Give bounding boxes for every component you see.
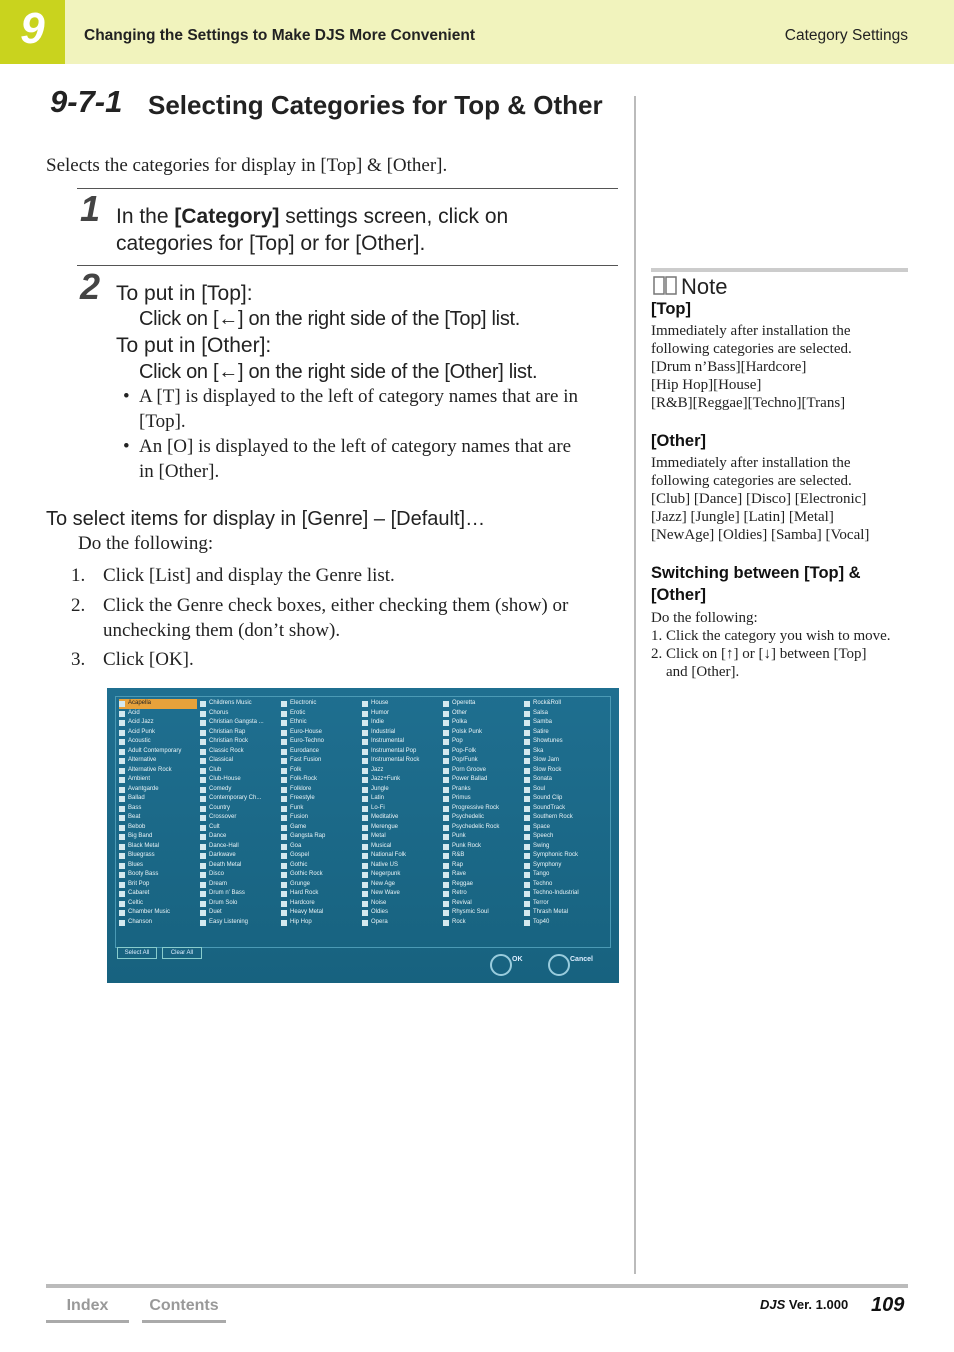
genre-checkbox[interactable]: Meditative xyxy=(362,813,440,823)
clear-all-button[interactable]: Clear All xyxy=(162,947,202,959)
genre-checkbox[interactable]: Rhysmic Soul xyxy=(443,908,521,918)
genre-checkbox[interactable]: Grunge xyxy=(281,880,359,890)
step-2-top-heading: To put in [Top]: xyxy=(116,282,253,305)
genre-checkbox[interactable]: Chamber Music xyxy=(119,908,197,918)
ok-button[interactable]: OK xyxy=(512,956,523,963)
index-link[interactable]: Index xyxy=(66,1297,109,1314)
bullet-1-line-1: A [T] is displayed to the left of category names that are in xyxy=(139,386,578,407)
note-title: Note xyxy=(681,274,728,299)
cancel-button[interactable]: Cancel xyxy=(570,956,593,963)
note-line: 1. Click the category you wish to move. xyxy=(651,628,891,644)
book-icon xyxy=(652,274,678,296)
note-line: [Hip Hop][House] xyxy=(651,377,762,393)
genre-checkbox[interactable]: Instrumental Pop xyxy=(362,747,440,757)
step-divider xyxy=(77,265,618,266)
index-underline xyxy=(46,1320,129,1323)
genre-checkbox[interactable]: Negerpunk xyxy=(362,870,440,880)
genre-checkbox[interactable]: Alternative Rock xyxy=(119,766,197,776)
genre-checkbox[interactable]: Blues xyxy=(119,861,197,871)
step-2-other-text: Click on [←] on the right side of the [Other] list. xyxy=(139,361,538,383)
genre-item-3: Click [OK]. xyxy=(103,649,194,670)
genre-checkbox[interactable]: Operetta xyxy=(443,699,521,709)
genre-checkbox[interactable]: R&B xyxy=(443,851,521,861)
note-line: [Drum n’Bass][Hardcore] xyxy=(651,359,807,375)
genre-checkbox[interactable]: SoundTrack xyxy=(524,804,602,814)
genre-checkbox[interactable]: Comedy xyxy=(200,785,278,795)
genre-checkbox[interactable]: Other xyxy=(443,709,521,719)
genre-checkbox[interactable]: Dance xyxy=(200,832,278,842)
genre-checkbox[interactable]: Lo-Fi xyxy=(362,804,440,814)
genre-checkbox[interactable]: Oldies xyxy=(362,908,440,918)
genre-checkbox[interactable]: Industrial xyxy=(362,728,440,738)
genre-checkbox[interactable]: Country xyxy=(200,804,278,814)
section-title: Selecting Categories for Top & Other xyxy=(148,90,603,120)
genre-checkbox[interactable]: Hardcore xyxy=(281,899,359,909)
genre-checkbox[interactable]: Progressive Rock xyxy=(443,804,521,814)
genre-checkbox[interactable]: Classical xyxy=(200,756,278,766)
genre-checkbox[interactable]: Drum Solo xyxy=(200,899,278,909)
genre-checkbox[interactable]: Celtic xyxy=(119,899,197,909)
genre-checkbox[interactable]: Chanson xyxy=(119,918,197,928)
genre-checkbox[interactable]: Satire xyxy=(524,728,602,738)
genre-checkbox[interactable]: Musical xyxy=(362,842,440,852)
step-1-line-1 xyxy=(116,203,508,230)
genre-checkbox[interactable]: Polsk Punk xyxy=(443,728,521,738)
genre-checkbox[interactable]: Easy Listening xyxy=(200,918,278,928)
version-number: Ver. 1.000 xyxy=(785,1297,849,1312)
note-bar xyxy=(651,268,908,272)
genre-checkbox[interactable]: Jungle xyxy=(362,785,440,795)
note-switch-text xyxy=(651,609,911,681)
note-line: and [Other]. xyxy=(651,664,740,680)
genre-checkbox[interactable]: Gothic xyxy=(281,861,359,871)
genre-checkbox[interactable]: Ska xyxy=(524,747,602,757)
version-label xyxy=(760,1297,848,1312)
genre-checkbox[interactable]: Brit Pop xyxy=(119,880,197,890)
genre-checkbox[interactable]: Polka xyxy=(443,718,521,728)
genre-checkbox[interactable]: Soul xyxy=(524,785,602,795)
bullet-2-line-1: An [O] is displayed to the left of category names that are xyxy=(139,436,572,457)
genre-item-2-number: 2. xyxy=(71,595,86,616)
genre-checkbox[interactable]: Drum n' Bass xyxy=(200,889,278,899)
genre-checkbox[interactable]: Jazz xyxy=(362,766,440,776)
genre-checkbox[interactable]: Christian Rock xyxy=(200,737,278,747)
bullet-dot: • xyxy=(123,386,130,407)
genre-checkbox[interactable]: Psychedelic Rock xyxy=(443,823,521,833)
genre-checkbox[interactable]: Eurodance xyxy=(281,747,359,757)
product-name: DJS xyxy=(760,1297,786,1312)
genre-item-2-cont: unchecking them (don’t show). xyxy=(103,620,341,641)
genre-checkbox[interactable]: Crossover xyxy=(200,813,278,823)
genre-checkbox[interactable]: Instrumental Rock xyxy=(362,756,440,766)
note-line: Immediately after installation the xyxy=(651,323,851,339)
note-top-heading: [Top] xyxy=(651,300,692,318)
genre-checkbox[interactable]: Rave xyxy=(443,870,521,880)
genre-checkbox[interactable]: Dream xyxy=(200,880,278,890)
genre-checkbox[interactable]: Disco xyxy=(200,870,278,880)
genre-checkbox[interactable]: Pop-Folk xyxy=(443,747,521,757)
genre-checkbox[interactable]: Slow Rock xyxy=(524,766,602,776)
contents-underline xyxy=(142,1320,226,1323)
genre-checkbox[interactable]: Space xyxy=(524,823,602,833)
genre-checkbox[interactable]: Cabaret xyxy=(119,889,197,899)
genre-checkbox[interactable]: Rock&Roll xyxy=(524,699,602,709)
chapter-tab xyxy=(0,0,65,64)
genre-item-3-number: 3. xyxy=(71,649,86,670)
note-line: [Club] [Dance] [Disco] [Electronic] xyxy=(651,491,867,507)
step-divider xyxy=(77,188,618,189)
ok-check-icon[interactable] xyxy=(490,954,512,976)
genre-checkbox[interactable]: Techno-Industrial xyxy=(524,889,602,899)
genre-checkbox[interactable]: Hip Hop xyxy=(281,918,359,928)
genre-checkbox[interactable]: Pop/Funk xyxy=(443,756,521,766)
genre-checkbox[interactable]: Merengue xyxy=(362,823,440,833)
note-switch-heading-2: [Other] xyxy=(651,586,706,604)
genre-checkbox[interactable]: Cult xyxy=(200,823,278,833)
note-line: Immediately after installation the xyxy=(651,455,851,471)
genre-column xyxy=(119,699,197,927)
genre-checkbox[interactable]: House xyxy=(362,699,440,709)
genre-checkbox[interactable]: Bluegrass xyxy=(119,851,197,861)
genre-checkbox[interactable]: Indie xyxy=(362,718,440,728)
genre-checkbox[interactable]: Gospel xyxy=(281,851,359,861)
genre-checkbox[interactable]: Symphonic Rock xyxy=(524,851,602,861)
note-other-text xyxy=(651,454,911,544)
genre-checkbox[interactable]: Bebob xyxy=(119,823,197,833)
header-title: Changing the Settings to Make DJS More Convenient xyxy=(84,27,475,44)
genre-checkbox[interactable]: Rock xyxy=(443,918,521,928)
genre-checkbox[interactable]: Adult Contemporary xyxy=(119,747,197,757)
genre-checkbox[interactable]: Swing xyxy=(524,842,602,852)
header-section: Category Settings xyxy=(784,27,908,44)
genre-checkbox[interactable]: Beat xyxy=(119,813,197,823)
genre-checkbox[interactable]: Bass xyxy=(119,804,197,814)
step-2-top-text: Click on [←] on the right side of the [Top] list. xyxy=(139,308,521,330)
genre-checkbox[interactable]: Retro xyxy=(443,889,521,899)
genre-checkbox[interactable]: Latin xyxy=(362,794,440,804)
step-1-bold: [Category] xyxy=(174,205,280,228)
genre-checkbox[interactable]: Death Metal xyxy=(200,861,278,871)
genre-checkbox[interactable]: Euro-House xyxy=(281,728,359,738)
genre-checkbox[interactable]: Power Ballad xyxy=(443,775,521,785)
note-other-heading: [Other] xyxy=(651,432,706,450)
genre-column xyxy=(200,699,278,927)
genre-checkbox[interactable]: Heavy Metal xyxy=(281,908,359,918)
genre-checkbox[interactable]: Hard Rock xyxy=(281,889,359,899)
genre-item-2: Click the Genre check boxes, either checking them (show) or xyxy=(103,595,569,616)
genre-checkbox[interactable]: Showtunes xyxy=(524,737,602,747)
genre-checkbox[interactable]: Duet xyxy=(200,908,278,918)
genre-column xyxy=(443,699,521,927)
genre-checkbox[interactable]: Metal xyxy=(362,832,440,842)
note-line: Do the following: xyxy=(651,610,758,626)
genre-checkbox[interactable]: Electronic xyxy=(281,699,359,709)
genre-checkbox[interactable]: Symphony xyxy=(524,861,602,871)
note-line: [NewAge] [Oldies] [Samba] [Vocal] xyxy=(651,527,870,543)
genre-checkbox[interactable]: Darkwave xyxy=(200,851,278,861)
genre-checkbox[interactable]: Classic Rock xyxy=(200,747,278,757)
genre-checkbox[interactable]: Thrash Metal xyxy=(524,908,602,918)
genre-checkbox[interactable]: Christian Rap xyxy=(200,728,278,738)
genre-checkbox[interactable]: Avantgarde xyxy=(119,785,197,795)
genre-checkbox[interactable]: Acid Jazz xyxy=(119,718,197,728)
genre-checkbox[interactable]: New Age xyxy=(362,880,440,890)
note-switch-heading-1: Switching between [Top] & xyxy=(651,564,861,582)
genre-checkbox[interactable]: Dance-Hall xyxy=(200,842,278,852)
genre-checkbox[interactable]: Folklore xyxy=(281,785,359,795)
genre-checkbox[interactable]: Primus xyxy=(443,794,521,804)
genre-checkbox[interactable]: Fusion xyxy=(281,813,359,823)
genre-checkbox[interactable]: Acapella xyxy=(119,699,197,709)
genre-checkbox[interactable]: Freestyle xyxy=(281,794,359,804)
genre-checkbox[interactable]: Sonata xyxy=(524,775,602,785)
select-all-button[interactable]: Select All xyxy=(117,947,157,959)
cancel-x-icon[interactable] xyxy=(548,954,570,976)
genre-column xyxy=(362,699,440,927)
genre-checkbox[interactable]: Euro-Techno xyxy=(281,737,359,747)
genre-heading: To select items for display in [Genre] – [Default]… xyxy=(46,508,486,530)
genre-checkbox[interactable]: Punk xyxy=(443,832,521,842)
section-intro: Selects the categories for display in [Top] & [Other]. xyxy=(46,155,448,176)
genre-checkbox[interactable]: Native US xyxy=(362,861,440,871)
genre-item-1-number: 1. xyxy=(71,565,86,586)
genre-checkbox[interactable]: New Wave xyxy=(362,889,440,899)
genre-checkbox[interactable]: Southern Rock xyxy=(524,813,602,823)
genre-checkbox[interactable]: Samba xyxy=(524,718,602,728)
genre-checkbox[interactable]: Black Metal xyxy=(119,842,197,852)
genre-checkbox[interactable]: Ballad xyxy=(119,794,197,804)
genre-checkbox[interactable]: National Folk xyxy=(362,851,440,861)
genre-checkbox[interactable]: Punk Rock xyxy=(443,842,521,852)
genre-checkbox[interactable]: Club-House xyxy=(200,775,278,785)
genre-checkbox[interactable]: Ethnic xyxy=(281,718,359,728)
contents-link[interactable]: Contents xyxy=(149,1297,219,1314)
genre-checkbox[interactable]: Gothic Rock xyxy=(281,870,359,880)
genre-checkbox[interactable]: Folk xyxy=(281,766,359,776)
step-1-text-c: settings screen, click on xyxy=(279,205,509,228)
bullet-2-line-2: in [Other]. xyxy=(139,461,220,482)
genre-checkbox[interactable]: Revival xyxy=(443,899,521,909)
note-line: [R&B][Reggae][Techno][Trans] xyxy=(651,395,846,411)
note-line: [Jazz] [Jungle] [Latin] [Metal] xyxy=(651,509,834,525)
genre-do: Do the following: xyxy=(78,533,214,554)
bullet-1-line-2: [Top]. xyxy=(139,411,186,432)
step-1-text-a: In the xyxy=(116,205,175,228)
genre-checkbox[interactable]: Pranks xyxy=(443,785,521,795)
genre-checkbox[interactable]: Alternative xyxy=(119,756,197,766)
genre-checkbox[interactable]: Christian Gangsta ... xyxy=(200,718,278,728)
column-divider xyxy=(634,96,636,1274)
genre-checkbox[interactable]: Pop xyxy=(443,737,521,747)
genre-checkbox[interactable]: Acid Punk xyxy=(119,728,197,738)
genre-checkbox[interactable]: Jazz+Funk xyxy=(362,775,440,785)
genre-list-screenshot xyxy=(107,688,619,983)
bullet-dot: • xyxy=(123,436,130,457)
genre-checkbox[interactable]: Acoustic xyxy=(119,737,197,747)
step-1-line-2: categories for [Top] or for [Other]. xyxy=(116,232,426,255)
genre-checkbox[interactable]: Booty Bass xyxy=(119,870,197,880)
note-line: 2. Click on [↑] or [↓] between [Top] xyxy=(651,646,867,662)
genre-checkbox[interactable]: Noise xyxy=(362,899,440,909)
genre-checkbox[interactable]: Salsa xyxy=(524,709,602,719)
genre-checkbox[interactable]: Chorus xyxy=(200,709,278,719)
genre-checkbox[interactable]: Big Band xyxy=(119,832,197,842)
genre-checkbox[interactable]: Ambient xyxy=(119,775,197,785)
genre-checkbox[interactable]: Rap xyxy=(443,861,521,871)
note-line: following categories are selected. xyxy=(651,341,852,357)
note-top-text xyxy=(651,322,911,412)
step-2-number: 2 xyxy=(80,266,101,307)
genre-column xyxy=(281,699,359,927)
genre-checkbox[interactable]: Folk-Rock xyxy=(281,775,359,785)
page-number: 109 xyxy=(871,1294,905,1316)
genre-checkbox[interactable]: Gangsta Rap xyxy=(281,832,359,842)
footer-bar xyxy=(46,1284,908,1288)
genre-checkbox[interactable]: Porn Groove xyxy=(443,766,521,776)
step-2-other-heading: To put in [Other]: xyxy=(116,334,272,357)
genre-checkbox[interactable]: Club xyxy=(200,766,278,776)
genre-checkbox[interactable]: Childrens Music xyxy=(200,699,278,709)
genre-checkbox[interactable]: Funk xyxy=(281,804,359,814)
chapter-number: 9 xyxy=(20,4,45,53)
step-1-number: 1 xyxy=(80,188,101,229)
genre-item-1: Click [List] and display the Genre list. xyxy=(103,565,395,586)
genre-checkbox[interactable]: Contemporary Ch... xyxy=(200,794,278,804)
genre-checkbox[interactable]: Goa xyxy=(281,842,359,852)
genre-checkbox[interactable]: Instrumental xyxy=(362,737,440,747)
genre-column xyxy=(524,699,602,927)
note-line: following categories are selected. xyxy=(651,473,852,489)
genre-checkbox[interactable]: Erotic xyxy=(281,709,359,719)
genre-checkbox[interactable]: Reggae xyxy=(443,880,521,890)
genre-checkbox[interactable]: Techno xyxy=(524,880,602,890)
genre-checkbox[interactable]: Acid xyxy=(119,709,197,719)
genre-checkbox[interactable]: Slow Jam xyxy=(524,756,602,766)
genre-checkbox[interactable]: Sound Clip xyxy=(524,794,602,804)
genre-checkbox[interactable]: Psychedelic xyxy=(443,813,521,823)
genre-checkbox[interactable]: Opera xyxy=(362,918,440,928)
genre-checkbox[interactable]: Terror xyxy=(524,899,602,909)
genre-checkbox[interactable]: Game xyxy=(281,823,359,833)
genre-checkbox[interactable]: Top40 xyxy=(524,918,602,928)
genre-checkbox[interactable]: Speech xyxy=(524,832,602,842)
section-number: 9-7-1 xyxy=(50,84,123,119)
genre-checkbox[interactable]: Fast Fusion xyxy=(281,756,359,766)
genre-checkbox[interactable]: Humor xyxy=(362,709,440,719)
genre-checkbox[interactable]: Tango xyxy=(524,870,602,880)
